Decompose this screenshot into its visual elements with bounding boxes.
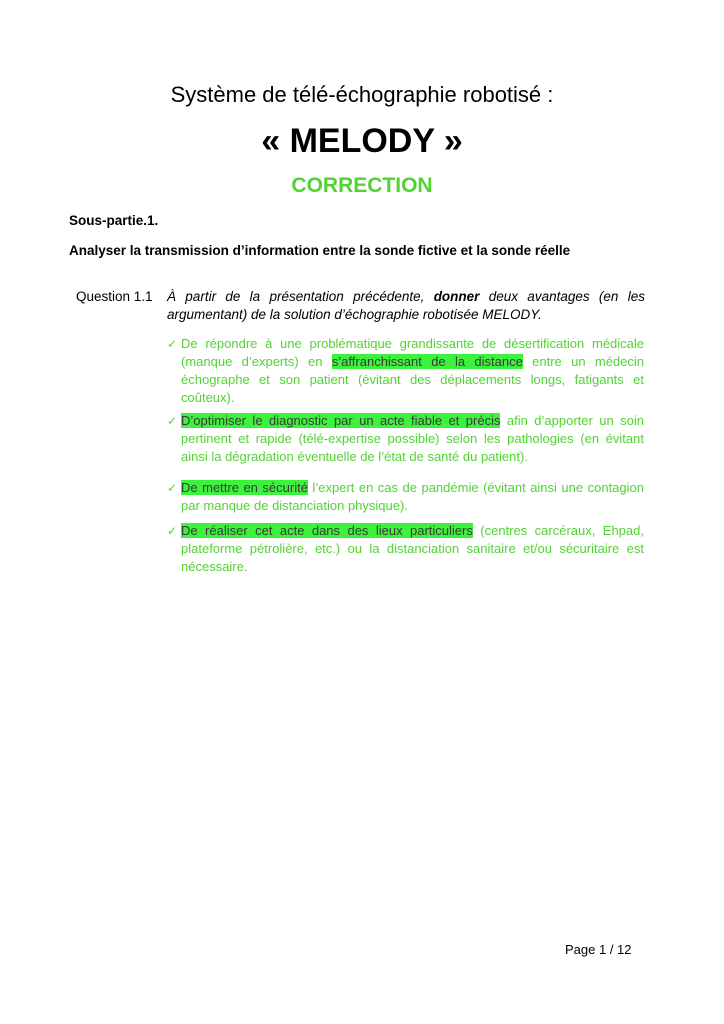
document-title: « MELODY » (261, 122, 463, 160)
answer-item-4 (167, 522, 644, 576)
checkmark-icon: ✓ (167, 524, 178, 538)
answer-text-after: l’expert en cas de pandémie (évitant ainsi une contagion par manque de distanciation physique). (181, 480, 644, 513)
answer-item-2 (167, 412, 644, 466)
answer-text-after: afin d’apporter un soin pertinent et rapide (télé-expertise possible) selon les pathologies (en évitant ainsi la dégradation éventuelle de l’état de santé du patient). (181, 413, 644, 464)
answer-text-before: De répondre à une problématique grandissante de désertification médicale (manque d’experts) en (181, 336, 644, 369)
answer-highlight: De mettre en sécurité (181, 480, 308, 495)
section-heading: Analyser la transmission d’information entre la sonde fictive et la sonde réelle (69, 243, 571, 258)
answer-highlight: D’optimiser le diagnostic par un acte fiable et précis (181, 413, 501, 428)
answer-highlight: s’affranchissant de la distance (331, 354, 523, 369)
correction-label: CORRECTION (291, 174, 433, 197)
answer-item-1 (167, 335, 644, 407)
checkmark-icon: ✓ (167, 337, 178, 351)
checkmark-icon: ✓ (167, 481, 178, 495)
page-number: Page 1 / 12 (565, 942, 632, 957)
question-text-part1: À partir de la présentation précédente, (167, 289, 434, 304)
question-label: Question 1.1 (76, 289, 153, 304)
answer-highlight: De réaliser cet acte dans des lieux particuliers (181, 523, 473, 538)
checkmark-icon: ✓ (167, 414, 178, 428)
answer-item-3 (167, 479, 644, 515)
section-label: Sous-partie.1. (69, 213, 159, 228)
question-text (167, 288, 645, 324)
question-text-part2: deux avantages (en les argumentant) de la solution d’échographie robotisée MELODY. (167, 289, 645, 322)
answer-text-after: entre un médecin échographe et son patient (évitant des déplacements longs, fatigants et coûteux). (181, 354, 644, 405)
question-text-bold: donner (433, 289, 480, 304)
answer-text-after: (centres carcéraux, Ehpad, plateforme pétrolière, etc.) ou la distanciation sanitaire et/ou sécuritaire est nécessaire. (181, 523, 644, 574)
document-subtitle: Système de télé-échographie robotisé : (170, 82, 554, 107)
